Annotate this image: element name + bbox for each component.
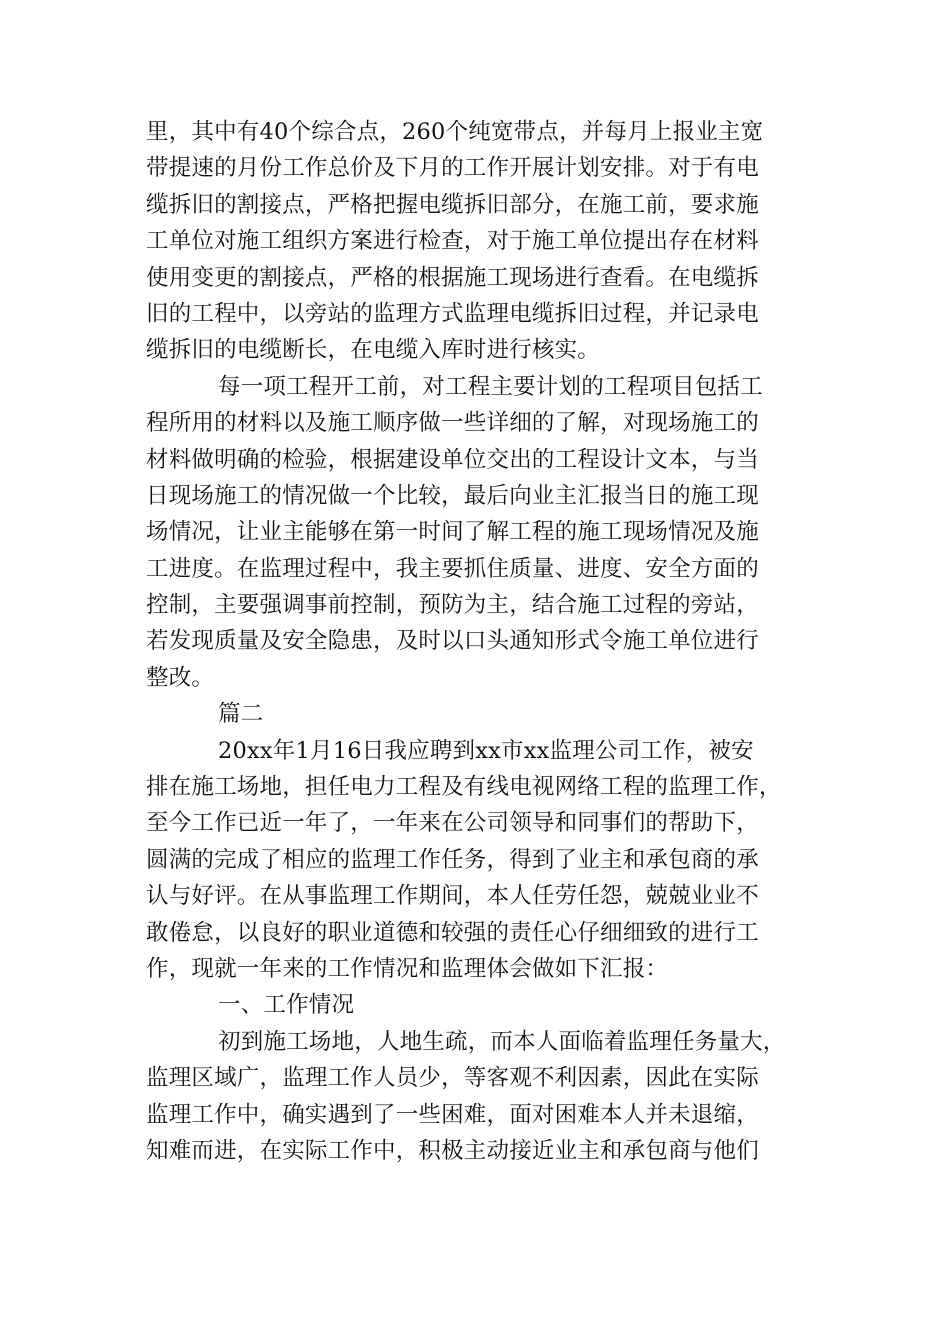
text-line: 工单位对施工组织方案进行检查，对于施工单位提出存在材料 <box>146 228 759 255</box>
text-line: 至今工作已近一年了，一年来在公司领导和同事们的帮助下， <box>146 810 759 837</box>
text-line: 圆满的完成了相应的监理工作任务，得到了业主和承包商的承 <box>146 846 759 873</box>
text-line: 监理区域广，监理工作人员少，等客观不利因素，因此在实际 <box>146 1065 759 1092</box>
text-line: 监理工作中，确实遇到了一些困难，面对困难本人并未退缩， <box>146 1101 759 1128</box>
text-line: 旧的工程中，以旁站的监理方式监理电缆拆旧过程，并记录电 <box>146 300 759 327</box>
text-line: 缆拆旧的割接点，严格把握电缆拆旧部分，在施工前，要求施 <box>146 191 759 218</box>
section-heading: 篇二 <box>218 701 264 728</box>
text-line: 知难而进，在实际工作中，积极主动接近业主和承包商与他们 <box>146 1137 759 1164</box>
text-line: 带提速的月份工作总价及下月的工作开展计划安排。对于有电 <box>146 155 759 182</box>
text-line: 材料做明确的检验，根据建设单位交出的工程设计文本，与当 <box>146 446 759 473</box>
text-line: 程所用的材料以及施工顺序做一些详细的了解，对现场施工的 <box>146 410 759 437</box>
text-line: 整改。 <box>146 664 215 691</box>
text-line: 若发现质量及安全隐患，及时以口头通知形式令施工单位进行 <box>146 628 759 655</box>
text-line: 缆拆旧的电缆断长，在电缆入库时进行核实。 <box>146 337 601 364</box>
text-line: 使用变更的割接点，严格的根据施工现场进行查看。在电缆拆 <box>146 264 759 291</box>
text-line: 场情况，让业主能够在第一时间了解工程的施工现场情况及施 <box>146 519 759 546</box>
text-line: 里，其中有40个综合点，260个纯宽带点，并每月上报业主宽 <box>146 119 764 145</box>
text-line: 认与好评。在从事监理工作期间，本人任劳任怨，兢兢业业不 <box>146 883 759 910</box>
subsection-heading: 一、工作情况 <box>218 992 355 1019</box>
paragraph-first-line: 每一项工程开工前，对工程主要计划的工程项目包括工 <box>218 373 763 400</box>
text-line: 工进度。在监理过程中，我主要抓住质量、进度、安全方面的 <box>146 555 759 582</box>
document-body <box>146 114 806 1169</box>
paragraph-first-line: 20xx年1月16日我应聘到xx市xx监理公司工作，被安 <box>218 737 754 764</box>
text-line: 作，现就一年来的工作情况和监理体会做如下汇报： <box>146 955 669 982</box>
text-line: 控制，主要强调事前控制，预防为主，结合施工过程的旁站， <box>146 592 759 619</box>
paragraph-first-line: 初到施工场地，人地生疏，而本人面临着监理任务量大， <box>218 1028 786 1055</box>
text-line: 日现场施工的情况做一个比较，最后向业主汇报当日的施工现 <box>146 482 759 509</box>
text-line: 敢倦怠，以良好的职业道德和较强的责任心仔细细致的进行工 <box>146 919 759 946</box>
text-line: 排在施工场地，担任电力工程及有线电视网络工程的监理工作， <box>146 774 782 801</box>
